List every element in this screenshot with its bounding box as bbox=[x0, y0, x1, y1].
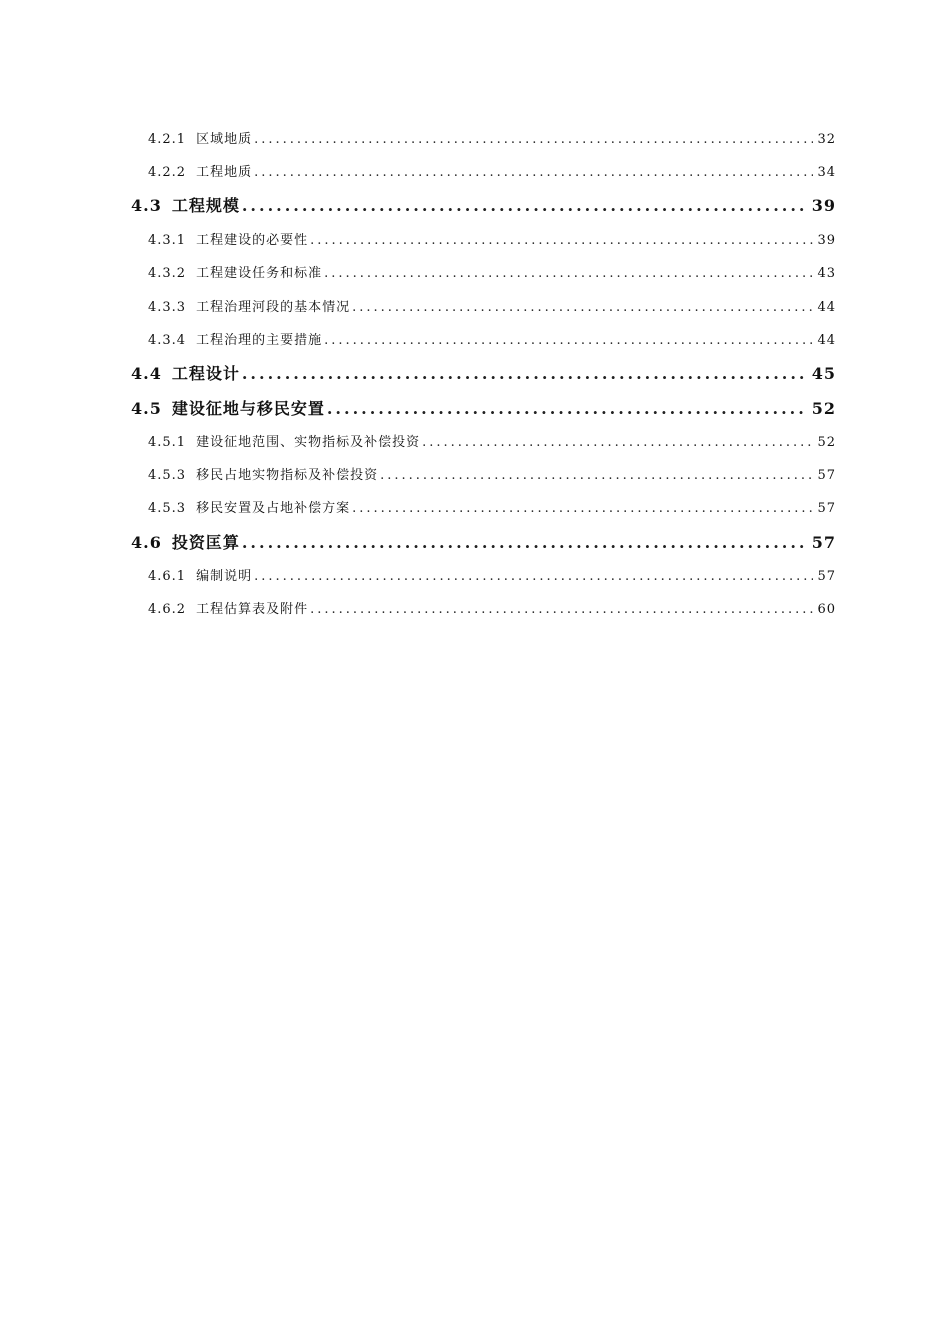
toc-dot-leader bbox=[324, 266, 813, 281]
toc-entry-number: 4.3.3 bbox=[148, 300, 187, 315]
toc-entry-page: 32 bbox=[817, 132, 836, 147]
toc-entry-4-4[interactable] bbox=[131, 361, 836, 384]
toc-entry-title: 工程设计 bbox=[171, 364, 240, 383]
toc-entry-4-5-3-a[interactable] bbox=[148, 464, 836, 483]
toc-entry-number: 4.5 bbox=[131, 399, 162, 418]
toc-entry-page: 57 bbox=[817, 468, 836, 483]
toc-entry-number: 4.5.1 bbox=[148, 435, 187, 450]
toc-entry-number: 4.4 bbox=[131, 364, 162, 383]
toc-dot-leader bbox=[352, 501, 813, 516]
toc-entry-4-6-2[interactable] bbox=[148, 598, 836, 617]
toc-dot-leader bbox=[324, 333, 813, 348]
toc-entry-4-5-3-b[interactable] bbox=[148, 497, 836, 516]
toc-entry-4-3-2[interactable] bbox=[148, 262, 836, 281]
toc-entry-number: 4.5.3 bbox=[148, 501, 187, 516]
toc-entry-title: 工程治理河段的基本情况 bbox=[196, 300, 351, 315]
toc-dot-leader bbox=[242, 364, 808, 383]
toc-dot-leader bbox=[254, 132, 813, 147]
toc-entry-4-3-3[interactable] bbox=[148, 296, 836, 315]
toc-entry-title: 建设征地与移民安置 bbox=[171, 399, 325, 418]
toc-dot-leader bbox=[242, 196, 808, 215]
toc-entry-page: 57 bbox=[811, 533, 836, 552]
toc-entry-number: 4.6.1 bbox=[148, 569, 187, 584]
toc-dot-leader bbox=[310, 602, 813, 617]
toc-entry-page: 57 bbox=[817, 501, 836, 516]
toc-entry-4-2-2[interactable] bbox=[148, 161, 836, 180]
toc-entry-4-3-4[interactable] bbox=[148, 329, 836, 348]
toc-entry-title: 工程估算表及附件 bbox=[196, 602, 309, 617]
toc-entry-4-3[interactable] bbox=[131, 193, 836, 216]
toc-entry-title: 移民占地实物指标及补偿投资 bbox=[196, 468, 379, 483]
toc-entry-4-6[interactable] bbox=[131, 530, 836, 553]
toc-dot-leader bbox=[254, 165, 813, 180]
toc-entry-title: 移民安置及占地补偿方案 bbox=[196, 501, 351, 516]
toc-entry-title: 投资匡算 bbox=[171, 533, 240, 552]
toc-entry-page: 43 bbox=[817, 266, 836, 281]
toc-dot-leader bbox=[380, 468, 813, 483]
toc-dot-leader bbox=[242, 533, 808, 552]
toc-entry-page: 44 bbox=[817, 300, 836, 315]
toc-entry-page: 39 bbox=[817, 233, 836, 248]
toc-entry-title: 工程规模 bbox=[171, 196, 240, 215]
toc-entry-number: 4.3.1 bbox=[148, 233, 187, 248]
toc-entry-number: 4.2.2 bbox=[148, 165, 187, 180]
toc-entry-number: 4.3 bbox=[131, 196, 162, 215]
toc-entry-page: 57 bbox=[817, 569, 836, 584]
toc-entry-4-5-1[interactable] bbox=[148, 431, 836, 450]
toc-entry-4-2-1[interactable] bbox=[148, 128, 836, 147]
toc-entry-page: 44 bbox=[817, 333, 836, 348]
toc-entry-4-6-1[interactable] bbox=[148, 565, 836, 584]
toc-entry-number: 4.2.1 bbox=[148, 132, 187, 147]
toc-entry-title: 工程建设任务和标准 bbox=[196, 266, 323, 281]
toc-entry-4-3-1[interactable] bbox=[148, 229, 836, 248]
toc-entry-number: 4.6.2 bbox=[148, 602, 187, 617]
toc-entry-number: 4.3.4 bbox=[148, 333, 187, 348]
toc-dot-leader bbox=[422, 435, 813, 450]
toc-dot-leader bbox=[310, 233, 813, 248]
toc-entry-page: 45 bbox=[811, 364, 836, 383]
toc-dot-leader bbox=[327, 399, 808, 418]
toc-dot-leader bbox=[254, 569, 813, 584]
toc-entry-page: 34 bbox=[817, 165, 836, 180]
toc-entry-title: 区域地质 bbox=[196, 132, 253, 147]
toc-entry-4-5[interactable] bbox=[131, 396, 836, 419]
toc-entry-title: 工程建设的必要性 bbox=[196, 233, 309, 248]
toc-entry-page: 52 bbox=[817, 435, 836, 450]
toc-entry-number: 4.6 bbox=[131, 533, 162, 552]
toc-entry-page: 39 bbox=[811, 196, 836, 215]
toc-dot-leader bbox=[352, 300, 813, 315]
toc-entry-title: 建设征地范围、实物指标及补偿投资 bbox=[196, 435, 421, 450]
toc-entry-title: 工程地质 bbox=[196, 165, 253, 180]
toc-entry-title: 编制说明 bbox=[196, 569, 253, 584]
toc-entry-number: 4.5.3 bbox=[148, 468, 187, 483]
toc-entry-page: 52 bbox=[811, 399, 836, 418]
toc-entry-number: 4.3.2 bbox=[148, 266, 187, 281]
toc-entry-title: 工程治理的主要措施 bbox=[196, 333, 323, 348]
toc-entry-page: 60 bbox=[817, 602, 836, 617]
